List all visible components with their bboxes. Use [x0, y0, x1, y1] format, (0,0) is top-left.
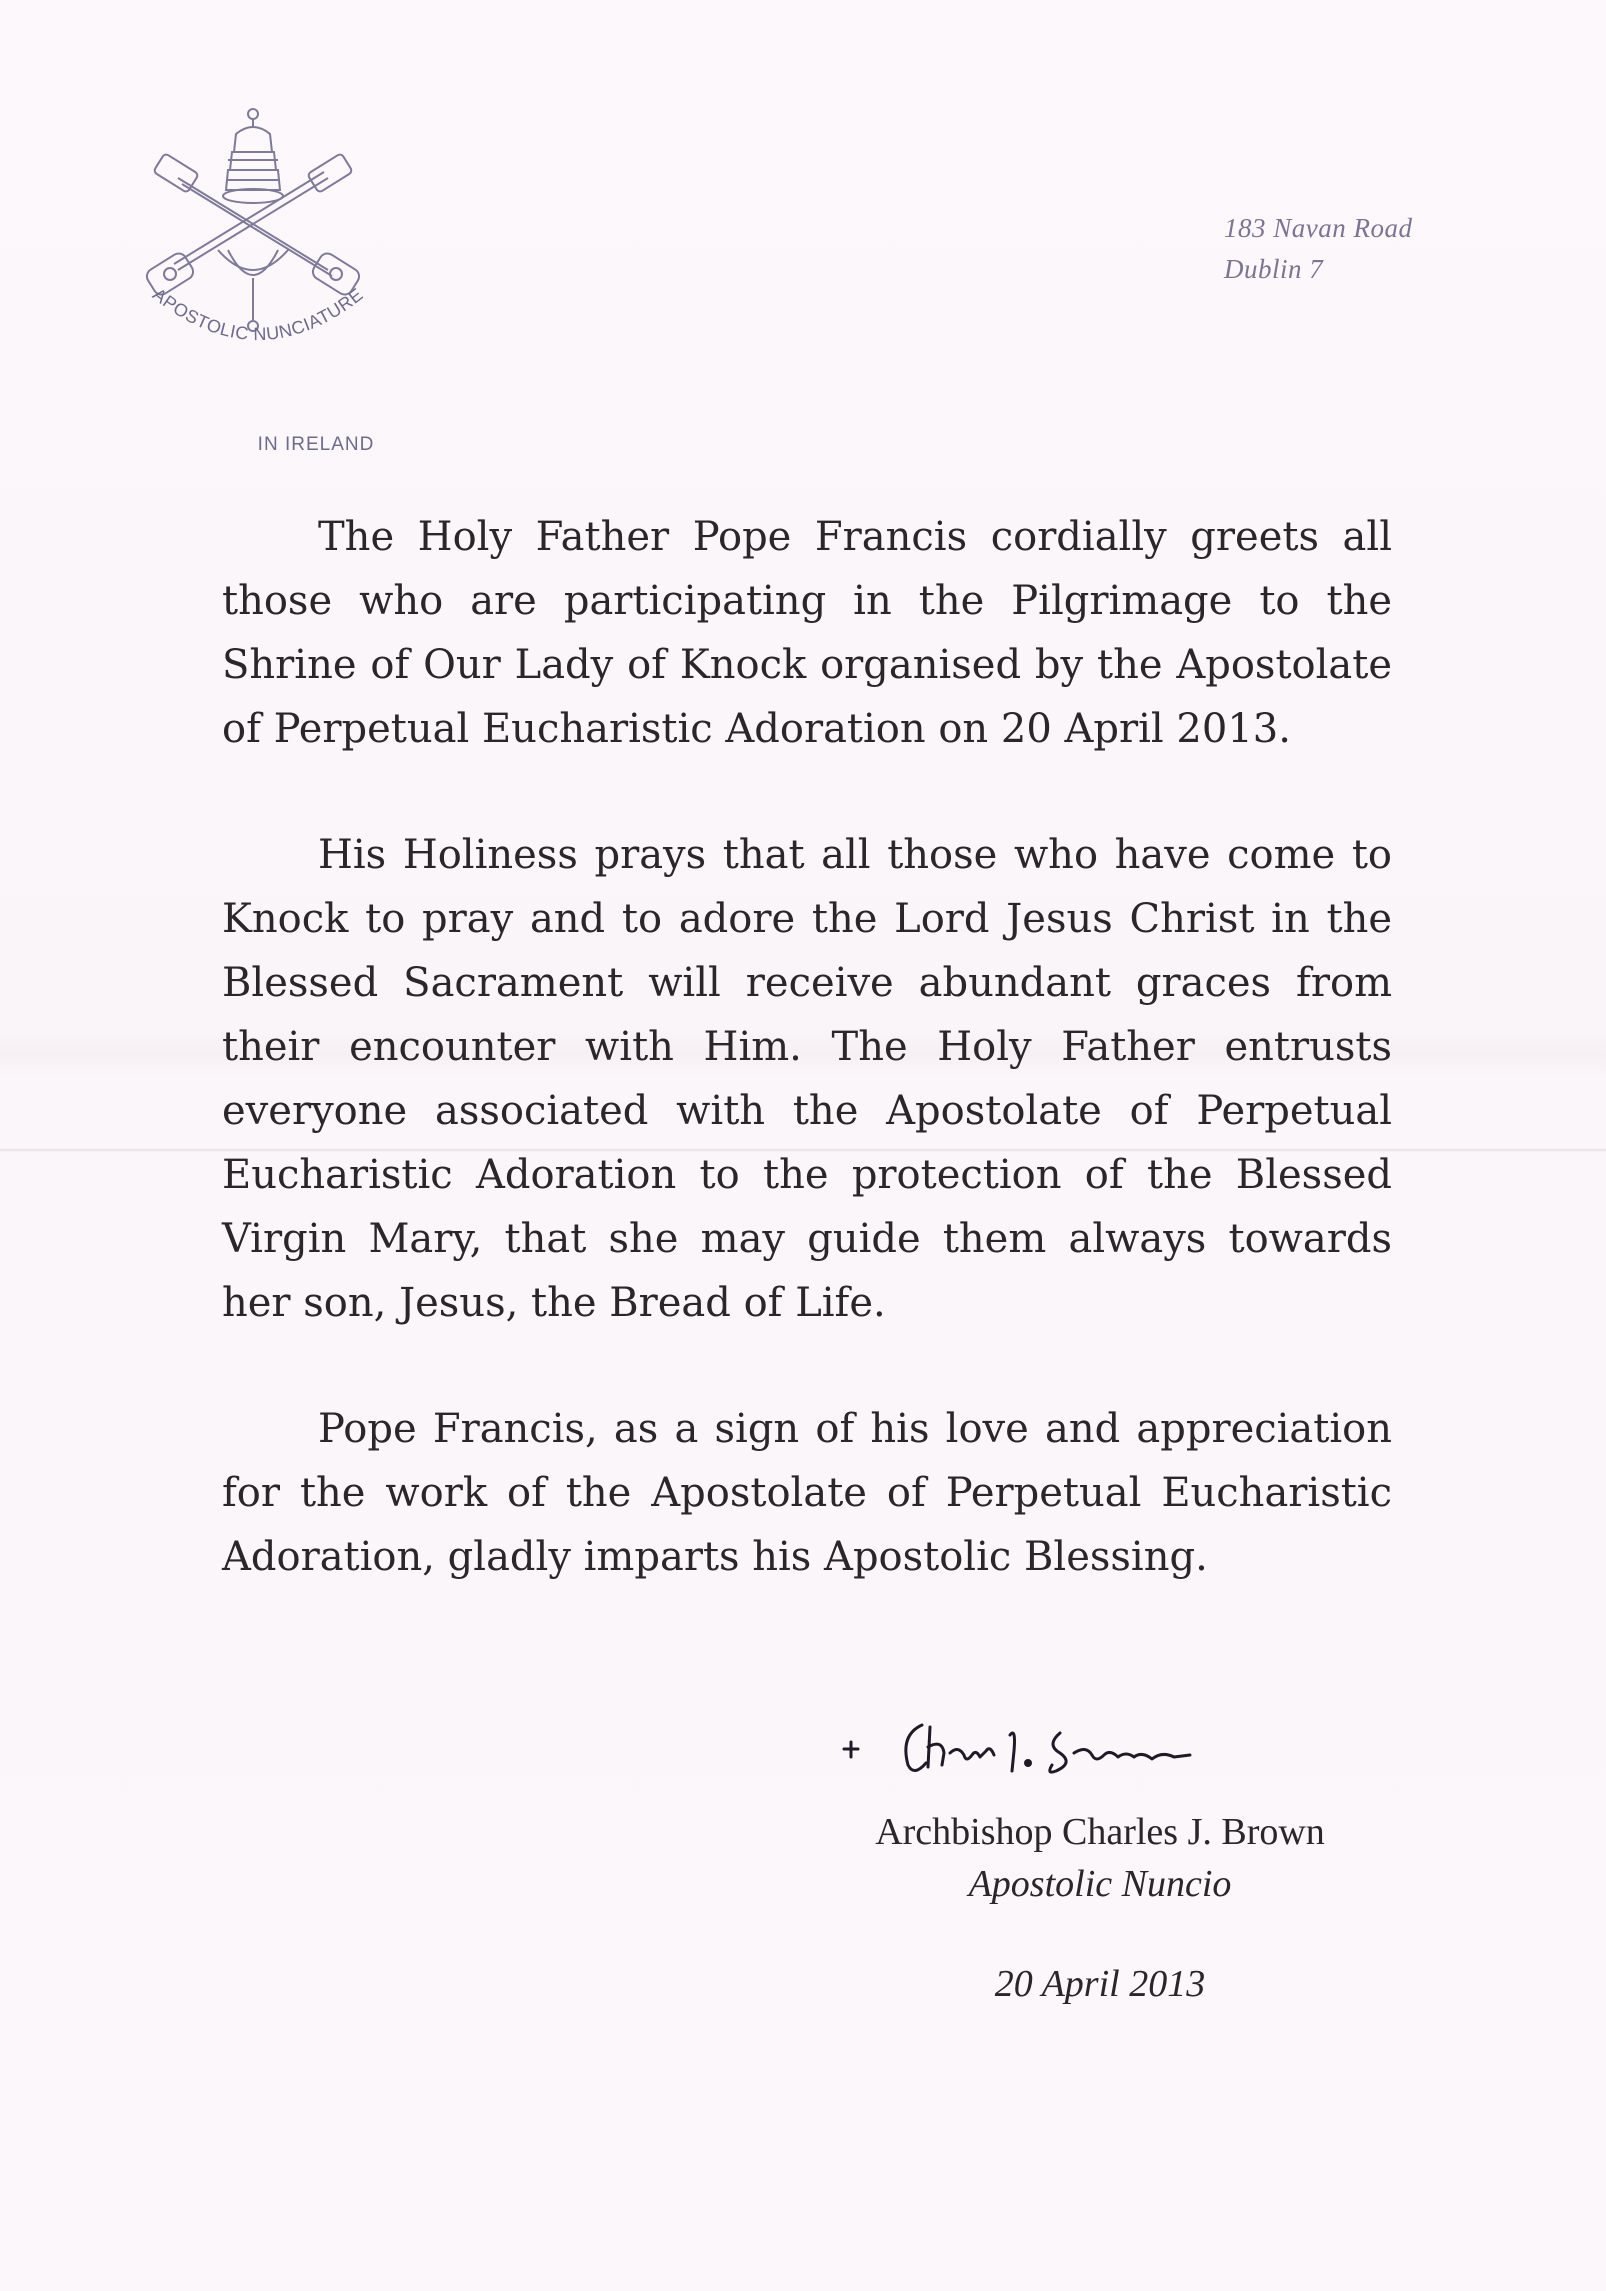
handwritten-signature [830, 1705, 1250, 1795]
address-line-1: 183 Navan Road [1224, 213, 1413, 243]
address-line-2: Dublin 7 [1224, 254, 1324, 284]
svg-text:APOSTOLIC NUNCIATURE [149, 284, 367, 344]
papal-crest-icon [118, 100, 398, 380]
letterhead-crest [118, 100, 398, 455]
crest-arc-text: APOSTOLIC NUNCIATURE [149, 284, 367, 345]
body-paragraph-2: His Holiness prays that all those who have come to Knock to pray and to adore the Lord Jesus Christ in the Blessed Sacrament will receive abundant graces from their encounter with Him. The Holy Father entrusts everyone associated with the Apostolate of Perpetual Eucharistic Adoration to the protection of the Blessed Virgin Mary, that she may guide them always towards her son, Jesus, the Bread of Life. [222, 832, 1392, 1326]
letter-body [222, 505, 1392, 1651]
letter-date: 20 April 2013 [994, 1963, 1206, 2005]
body-paragraph-1: The Holy Father Pope Francis cordially greets all those who are participating in the Pilgrimage to the Shrine of Our Lady of Knock organised by the Apostolate of Perpetual Eucharistic Adoration on 20 April 2013. [222, 514, 1392, 752]
signatory-title: Apostolic Nuncio [968, 1863, 1232, 1905]
signatory-block [790, 1806, 1410, 1910]
signature-scribble [830, 1705, 1250, 1795]
crest-country-text: IN IRELAND [257, 434, 375, 455]
sender-address [1224, 208, 1413, 290]
body-paragraph-3: Pope Francis, as a sign of his love and appreciation for the work of the Apostolate of Perpetual Eucharistic Adoration, gladly imparts his Apostolic Blessing. [222, 1406, 1392, 1580]
signatory-name: Archbishop Charles J. Brown [875, 1811, 1325, 1853]
